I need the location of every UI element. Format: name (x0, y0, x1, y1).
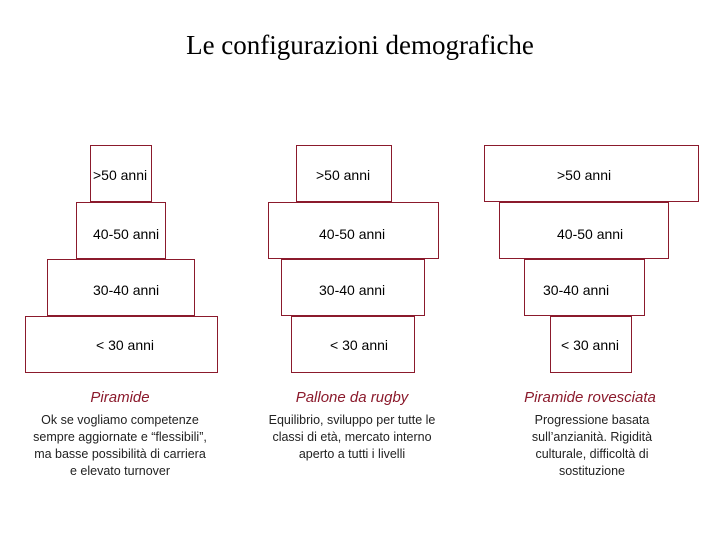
level-label-under-30: < 30 anni (330, 337, 388, 353)
caption-piramide-rovesciata: Piramide rovesciata (524, 389, 656, 406)
description-piramide-rovesciata: Progressione basata sull’anzianità. Rigidità culturale, difficoltà di sostituzione (531, 413, 653, 478)
level-label-40-50: 40-50 anni (93, 226, 160, 242)
level-label-30-40: 30-40 anni (93, 282, 160, 298)
level-label-40-50: 40-50 anni (319, 226, 386, 242)
caption-piramide: Piramide (90, 389, 150, 406)
caption-pallone-da-rugby: Pallone da rugby (295, 389, 409, 406)
level-label-40-50: 40-50 anni (557, 226, 624, 242)
level-label-30-40: 30-40 anni (319, 282, 386, 298)
level-label-over-50: >50 anni (93, 167, 148, 183)
level-label-over-50: >50 anni (316, 167, 371, 183)
level-label-under-30: < 30 anni (561, 337, 619, 353)
description-pallone-da-rugby: Equilibrio, sviluppo per tutte le classi di età, mercato interno aperto a tutti i livelli (268, 413, 436, 461)
description-piramide: Ok se vogliamo competenze sempre aggiornate e “flessibili”, ma basse possibilità di carriera e elevato turnover (33, 413, 207, 478)
level-label-under-30: < 30 anni (96, 337, 154, 353)
level-label-over-50: >50 anni (557, 167, 612, 183)
page-title: Le configurazioni demografiche (186, 30, 534, 60)
level-label-30-40: 30-40 anni (543, 282, 610, 298)
